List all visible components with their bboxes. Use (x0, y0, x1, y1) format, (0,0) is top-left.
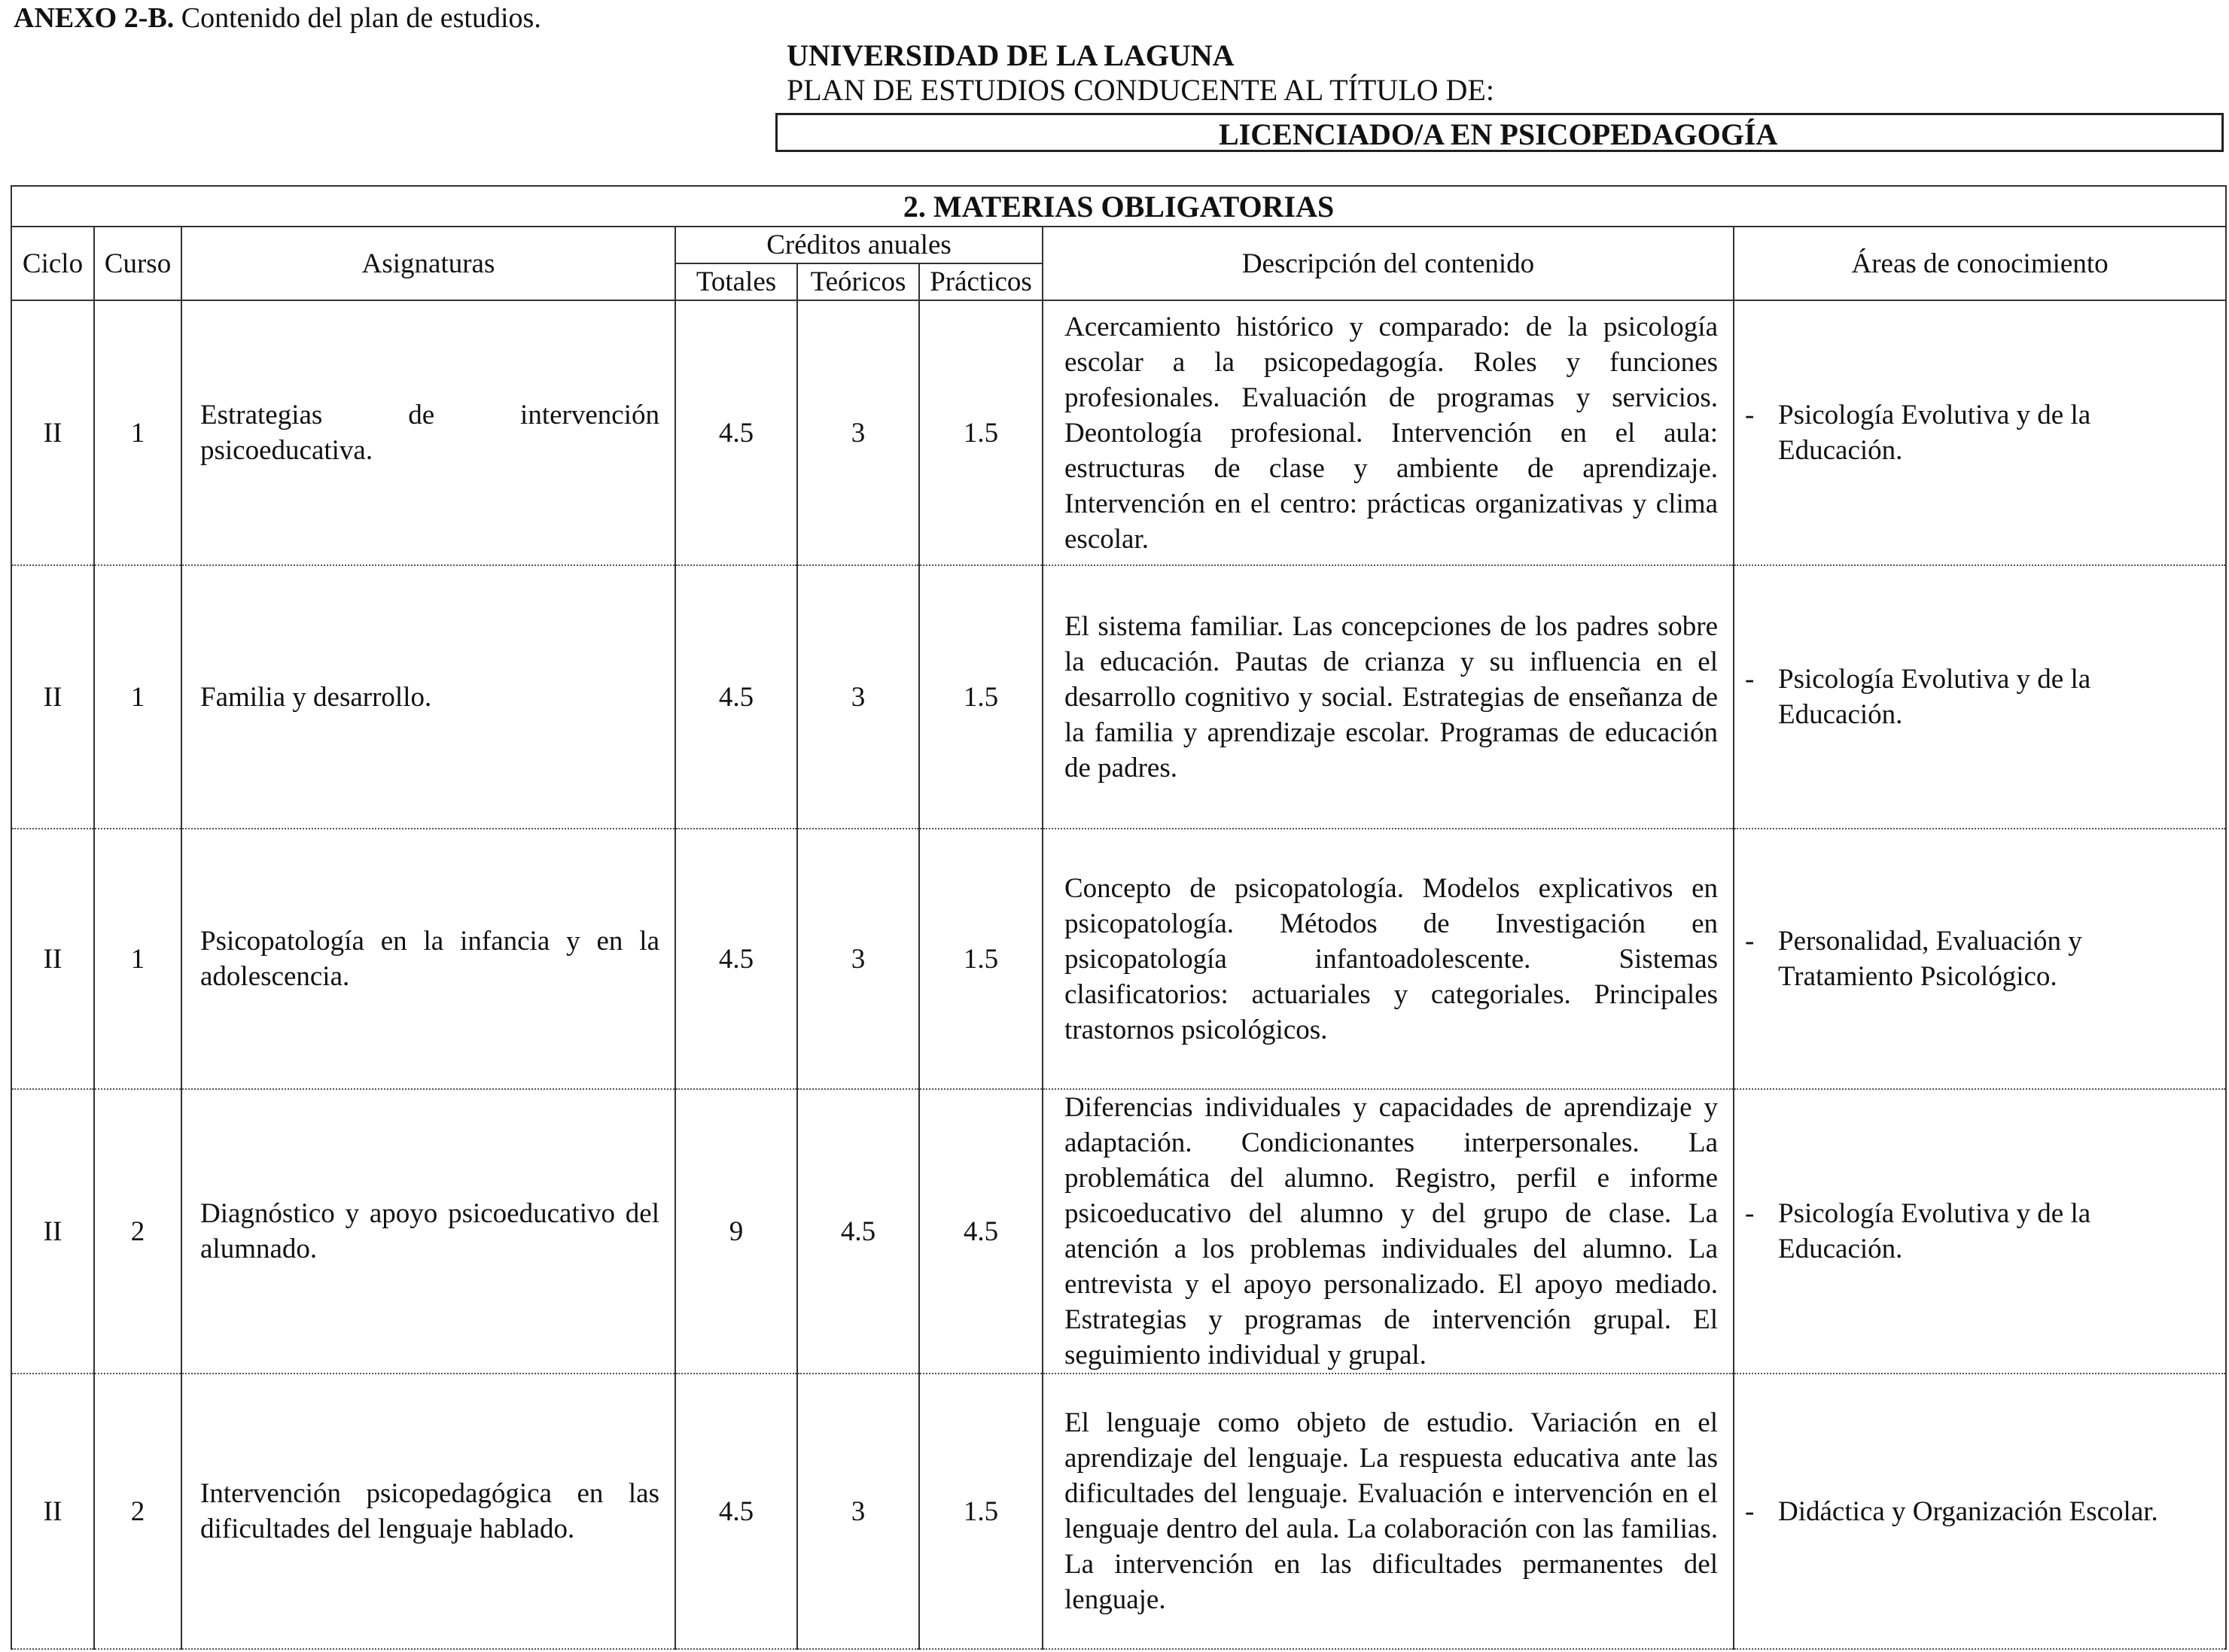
cell-totales: 4.5 (675, 829, 797, 1089)
area-bullet: - (1745, 926, 1755, 957)
cell-descripcion: Acercamiento histórico y comparado: de la psicología escolar a la psicopedagogía. Roles y funciones profesionales. Evaluación de programas y servicios. Deontología profesional. Intervención en el aula: estructuras de clase y ambiente de aprendizaje. Intervención en el centro: prácticas organizativas y clima escolar. (1043, 300, 1734, 565)
table-row (11, 300, 2226, 565)
degree-title-box (775, 113, 2224, 152)
plan-line: PLAN DE ESTUDIOS CONDUCENTE AL TÍTULO DE: (787, 73, 1494, 107)
area-bullet: - (1745, 1495, 1755, 1527)
annex-label: ANEXO 2-B. (14, 2, 175, 34)
cell-area (1734, 1089, 2226, 1374)
cell-ciclo: II (11, 300, 94, 565)
cell-teoricos: 3 (797, 300, 919, 565)
cell-curso: 1 (94, 829, 181, 1089)
cell-totales: 4.5 (675, 1374, 797, 1649)
annex-description: Contenido del plan de estudios. (174, 2, 541, 34)
cell-area (1734, 300, 2226, 565)
cell-area (1734, 829, 2226, 1089)
header-areas: Áreas de conocimiento (1734, 227, 2226, 300)
area-text: Psicología Evolutiva y de la Educación. (1778, 1198, 2091, 1264)
area-bullet: - (1745, 1198, 1755, 1229)
table-row (11, 565, 2226, 829)
subjects-table (11, 185, 2227, 1650)
cell-practicos: 1.5 (919, 300, 1043, 565)
cell-curso: 2 (94, 1089, 181, 1374)
cell-descripcion: Concepto de psicopatología. Modelos explicativos en psicopatología. Métodos de Investigación en psicopatología infantoadolescente. Sistemas clasificatorios: actuariales y categoriales. Principales trastornos psicológicos. (1043, 829, 1734, 1089)
cell-descripcion: El sistema familiar. Las concepciones de los padres sobre la educación. Pautas de crianza y su influencia en el desarrollo cognitivo y social. Estrategias de enseñanza de la familia y aprendizaje escolar. Programas de educación de padres. (1043, 565, 1734, 829)
table-row (11, 829, 2226, 1089)
cell-asignatura: Familia y desarrollo. (181, 565, 675, 829)
degree-title: LICENCIADO/A EN PSICOPEDAGOGÍA (1219, 117, 1778, 151)
area-text: Personalidad, Evaluación y Tratamiento Psicológico. (1778, 926, 2082, 992)
area-text: Psicología Evolutiva y de la Educación. (1778, 664, 2091, 730)
header-curso: Curso (94, 227, 181, 300)
cell-ciclo: II (11, 1089, 94, 1374)
area-text: Psicología Evolutiva y de la Educación. (1778, 400, 2091, 466)
cell-practicos: 1.5 (919, 565, 1043, 829)
cell-totales: 9 (675, 1089, 797, 1374)
cell-area (1734, 1374, 2226, 1649)
header-creditos: Créditos anuales (675, 227, 1043, 263)
area-bullet: - (1745, 664, 1755, 695)
cell-practicos: 1.5 (919, 829, 1043, 1089)
table-row (11, 1374, 2226, 1649)
cell-descripcion: Diferencias individuales y capacidades de aprendizaje y adaptación. Condicionantes interpersonales. La problemática del alumno. Registro, perfil e informe psicoeducativo del alumno y del grupo de clase. La atención a los problemas individuales del alumno. La entrevista y el apoyo personalizado. El apoyo mediado. Estrategias y programas de intervención grupal. El seguimiento individual y grupal. (1043, 1089, 1734, 1374)
cell-totales: 4.5 (675, 300, 797, 565)
area-text: Didáctica y Organización Escolar. (1778, 1495, 2158, 1527)
table-row (11, 1089, 2226, 1374)
cell-ciclo: II (11, 829, 94, 1089)
header-practicos: Prácticos (919, 263, 1043, 300)
cell-area (1734, 565, 2226, 829)
cell-teoricos: 4.5 (797, 1089, 919, 1374)
cell-asignatura: Estrategias de intervención psicoeducativa. (181, 300, 675, 565)
cell-ciclo: II (11, 565, 94, 829)
university-name: UNIVERSIDAD DE LA LAGUNA (787, 38, 1235, 72)
cell-asignatura: Diagnóstico y apoyo psicoeducativo del alumnado. (181, 1089, 675, 1374)
cell-teoricos: 3 (797, 829, 919, 1089)
cell-curso: 2 (94, 1374, 181, 1649)
header-descripcion: Descripción del contenido (1043, 227, 1734, 300)
cell-practicos: 4.5 (919, 1089, 1043, 1374)
cell-asignatura: Intervención psicopedagógica en las dificultades del lenguaje hablado. (181, 1374, 675, 1649)
cell-curso: 1 (94, 565, 181, 829)
cell-curso: 1 (94, 300, 181, 565)
cell-descripcion: El lenguaje como objeto de estudio. Variación en el aprendizaje del lenguaje. La respuesta educativa ante las dificultades del lenguaje. Evaluación e intervención en el lenguaje dentro del aula. La colaboración con las familias. La intervención en las dificultades permanentes del lenguaje. (1043, 1374, 1734, 1649)
header-totales: Totales (675, 263, 797, 300)
annex-heading (14, 2, 541, 35)
cell-asignatura: Psicopatología en la infancia y en la adolescencia. (181, 829, 675, 1089)
cell-practicos: 1.5 (919, 1374, 1043, 1649)
section-title: 2. MATERIAS OBLIGATORIAS (11, 186, 2226, 227)
cell-totales: 4.5 (675, 565, 797, 829)
header-ciclo: Ciclo (11, 227, 94, 300)
header-asignaturas: Asignaturas (181, 227, 675, 300)
cell-teoricos: 3 (797, 565, 919, 829)
header-teoricos: Teóricos (797, 263, 919, 300)
cell-ciclo: II (11, 1374, 94, 1649)
cell-teoricos: 3 (797, 1374, 919, 1649)
area-bullet: - (1745, 400, 1755, 430)
